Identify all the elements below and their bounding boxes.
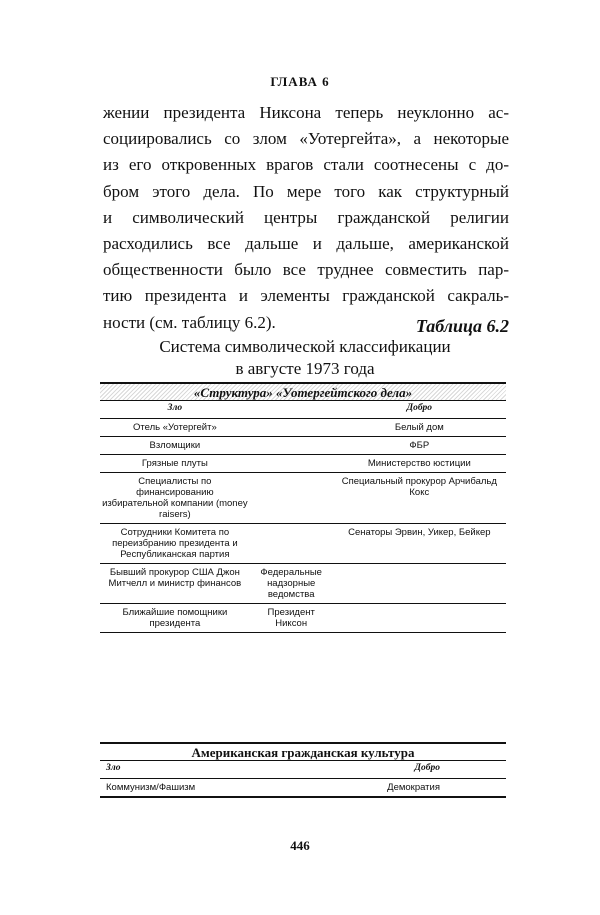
cell-evil: Коммунизм/Фашизм <box>100 779 260 798</box>
chapter-header: ГЛАВА 6 <box>270 74 330 89</box>
cell-good: Сенаторы Эрвин, Уикер, Бейкер <box>333 524 506 564</box>
table-row <box>100 419 506 437</box>
table-title-line: Система символической классификации <box>159 337 451 356</box>
cell-good <box>333 564 506 604</box>
cell-middle <box>250 524 333 564</box>
cell-good: Министерство юстиции <box>333 455 506 473</box>
body-line: общественности было все труднее совместить пар- <box>103 260 509 280</box>
cell-good <box>333 604 506 633</box>
column-headers-row <box>100 761 506 779</box>
cell-good: Специальный прокурор Арчибальд Кокс <box>333 473 506 524</box>
table-row <box>100 604 506 633</box>
body-line: жении президента Никсона теперь неуклонно ас- <box>103 103 509 122</box>
table-row <box>100 524 506 564</box>
cell-evil: Ближайшие помощники президента <box>100 604 250 633</box>
table-title-line: в августе 1973 года <box>235 359 375 378</box>
cell-middle <box>250 437 333 455</box>
cell-evil: Грязные плуты <box>100 455 250 473</box>
table-label: Таблица 6.2 <box>415 316 509 336</box>
column-header-middle <box>250 401 333 419</box>
cell-evil: Взломщики <box>100 437 250 455</box>
table-header: «Структура» «Уотергейтского дела» <box>100 383 506 401</box>
cell-good: ФБР <box>333 437 506 455</box>
cell-middle <box>250 455 333 473</box>
cell-good: Демократия <box>260 779 506 798</box>
cell-middle <box>250 419 333 437</box>
cell-good: Белый дом <box>333 419 506 437</box>
cell-evil: Специалисты по финансированию избирательной компании (money raisers) <box>100 473 250 524</box>
column-header-good: Добро <box>333 401 506 419</box>
body-line: бром этого дела. По мере того как структурный <box>103 181 509 201</box>
column-headers-row <box>100 401 506 419</box>
civil-culture-table <box>100 742 506 798</box>
body-paragraph <box>103 100 509 336</box>
body-line: тию президента и элементы гражданской сакраль- <box>103 286 509 306</box>
cell-evil: Сотрудники Комитета по переизбранию президента и Республиканская партия <box>100 524 250 564</box>
cell-middle: Президент Никсон <box>250 604 333 633</box>
body-line: ности (см. таблицу 6.2). <box>103 312 276 332</box>
table-row <box>100 473 506 524</box>
table-title <box>100 336 510 380</box>
column-header-evil: Зло <box>100 761 260 779</box>
cell-middle: Федеральные надзорные ведомства <box>250 564 333 604</box>
column-header-good: Добро <box>260 761 506 779</box>
cell-evil: Бывший прокурор США Джон Митчелл и министр финансов <box>100 564 250 604</box>
table-row <box>100 437 506 455</box>
body-line: из его откровенных врагов стали соотнесены с до- <box>103 155 509 175</box>
table-row <box>100 564 506 604</box>
body-line: и символический центры гражданской религии <box>103 207 509 227</box>
cell-evil: Отель «Уотергейт» <box>100 419 250 437</box>
watergate-structure-table <box>100 382 506 633</box>
body-line: расходились все дальше и дальше, американской <box>103 234 509 254</box>
cell-middle <box>250 473 333 524</box>
page-number: 446 <box>290 838 310 853</box>
table-row <box>100 779 506 798</box>
table-header: Американская гражданская культура <box>100 743 506 761</box>
table-row <box>100 455 506 473</box>
column-header-evil: Зло <box>100 401 250 419</box>
body-line: социировались со злом «Уотергейта», а некоторые <box>103 129 509 149</box>
